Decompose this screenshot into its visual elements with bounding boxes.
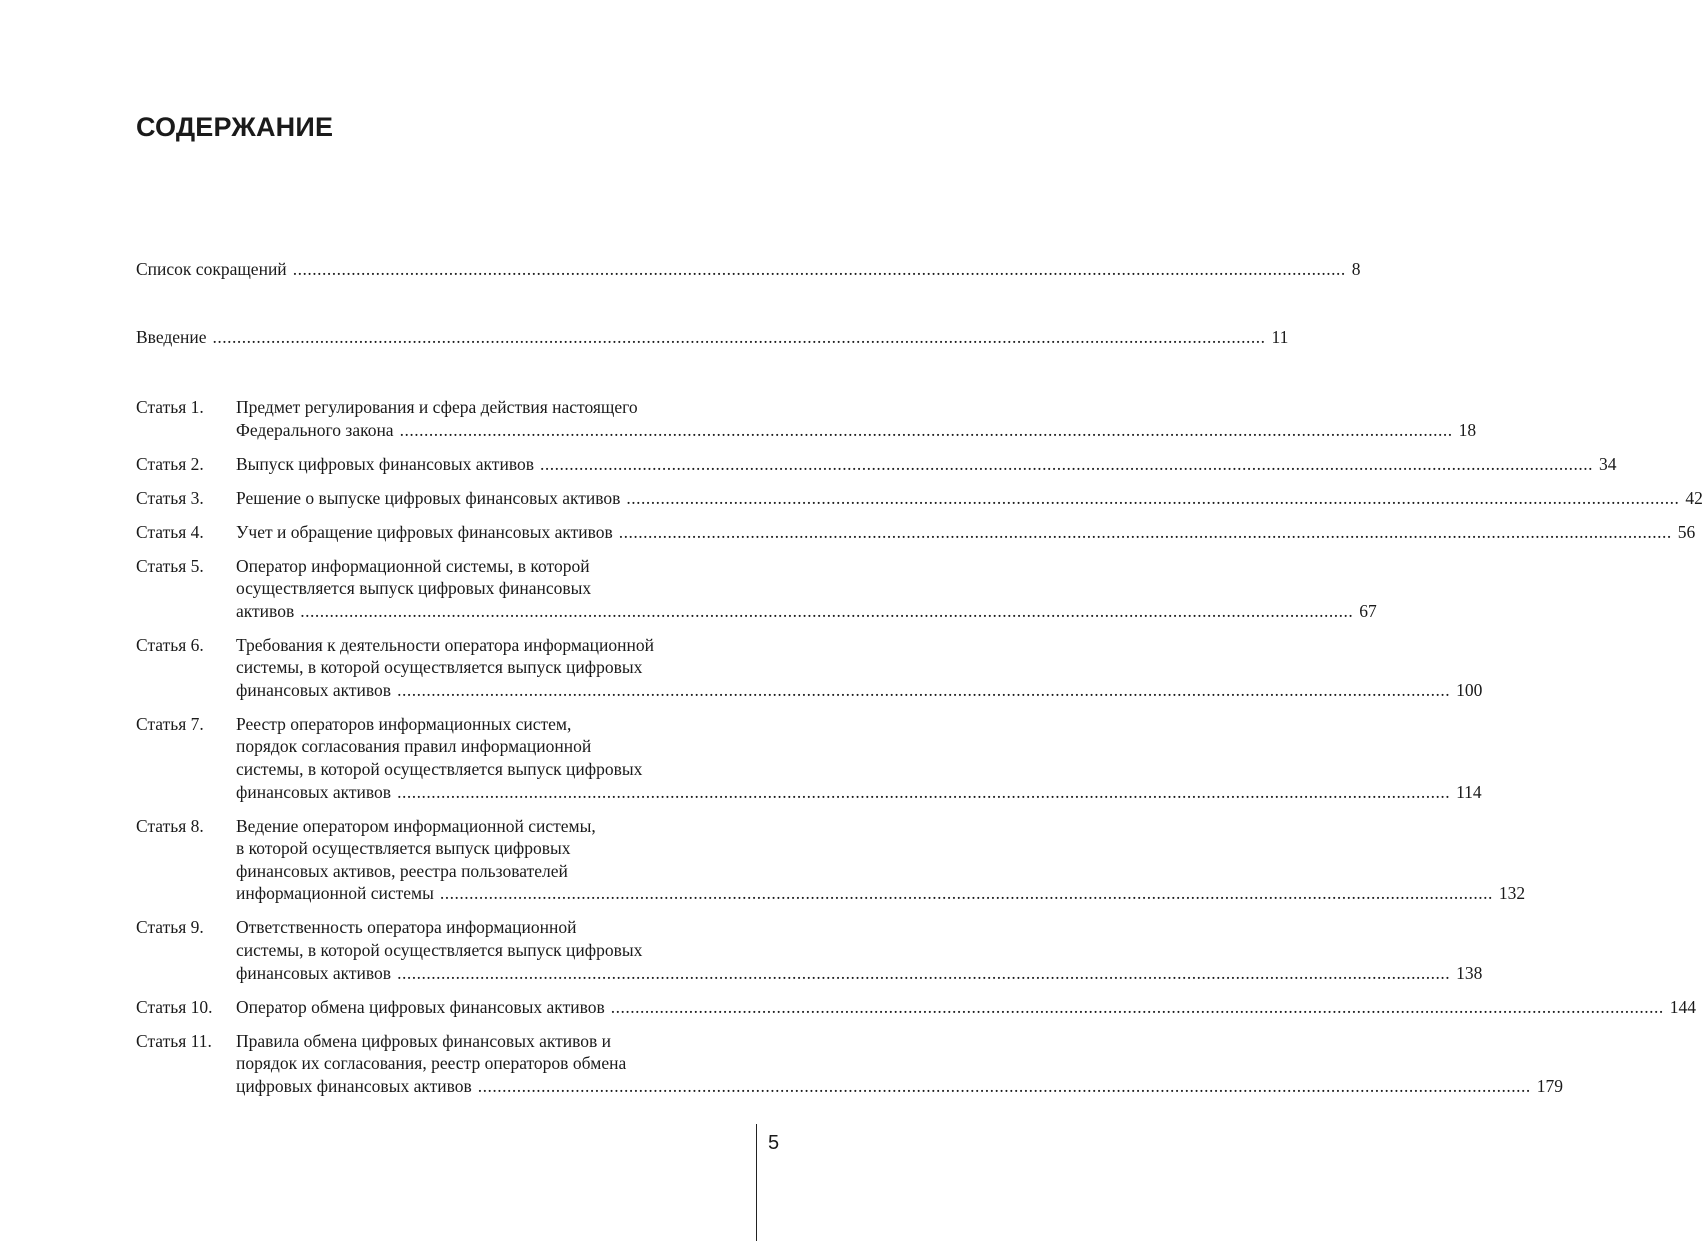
dot-leader	[397, 962, 1450, 985]
toc-entry-article-6[interactable]	[136, 634, 1483, 702]
dot-leader	[293, 258, 1346, 281]
toc-entry-title: Список сокращений	[136, 259, 287, 279]
article-title-line: финансовых активов	[236, 781, 392, 802]
article-title-line: Требования к деятельности оператора информационной	[236, 634, 654, 655]
dot-leader	[478, 1075, 1531, 1098]
article-title	[236, 916, 1482, 984]
article-label: Статья 3.	[136, 487, 204, 508]
toc-page-number: 114	[1456, 781, 1482, 802]
article-title-line: финансовых активов	[236, 679, 392, 700]
article-title-line: финансовых активов	[236, 962, 392, 983]
article-title-line: информационной системы	[236, 883, 434, 904]
article-title-line: Ведение оператором информационной системы,	[236, 815, 596, 836]
article-label: Статья 11.	[136, 1030, 212, 1051]
dot-leader	[300, 600, 1353, 623]
page-title: СОДЕРЖАНИЕ	[136, 112, 334, 142]
toc-page-number: 18	[1458, 419, 1477, 440]
article-title-line: Оператор информационной системы, в которой	[236, 555, 590, 576]
toc-page-number: 11	[1271, 327, 1289, 347]
article-title-line: Оператор обмена цифровых финансовых активов	[236, 996, 605, 1017]
article-title-line: Выпуск цифровых финансовых активов	[236, 453, 534, 474]
toc-entry-article-4[interactable]	[136, 521, 1696, 544]
article-title-line: порядок согласования правил информационной	[236, 736, 592, 757]
article-title	[236, 521, 1695, 544]
dot-leader	[440, 882, 1493, 905]
toc-page-number: 67	[1359, 600, 1377, 621]
page-number: 5	[768, 1132, 780, 1154]
dot-leader	[611, 996, 1664, 1019]
article-label: Статья 10.	[136, 996, 213, 1017]
article-title	[236, 815, 1525, 905]
toc-entry-title: Введение	[136, 327, 207, 347]
toc-entry-introduction[interactable]	[136, 326, 1289, 349]
article-label: Статья 5.	[136, 555, 204, 576]
dot-leader	[400, 419, 1453, 442]
article-title	[236, 487, 1703, 510]
toc-page-number: 56	[1677, 521, 1696, 542]
article-title	[236, 713, 1482, 803]
toc-entry-article-3[interactable]	[136, 487, 1703, 510]
toc-entry-article-9[interactable]	[136, 916, 1483, 984]
article-title-line: порядок их согласования, реестр операторов обмена	[236, 1053, 627, 1074]
toc-entry-article-1[interactable]	[136, 396, 1477, 441]
article-title	[236, 634, 1482, 702]
article-title-line: Реестр операторов информационных систем,	[236, 713, 572, 734]
toc-entry-article-2[interactable]	[136, 453, 1617, 476]
toc-entry-article-10[interactable]	[136, 996, 1696, 1019]
page-margin-rule	[756, 1124, 757, 1241]
toc-page-number: 34	[1598, 453, 1617, 474]
toc-page-number: 138	[1456, 962, 1483, 983]
toc-entry-article-8[interactable]	[136, 815, 1526, 905]
article-label: Статья 4.	[136, 521, 204, 542]
toc-page-number: 42	[1685, 487, 1703, 508]
article-title-line: Учет и обращение цифровых финансовых активов	[236, 521, 613, 542]
toc-entry-article-7[interactable]	[136, 713, 1482, 803]
dot-leader	[540, 453, 1593, 476]
article-title	[236, 396, 1476, 441]
toc-page-number: 144	[1669, 996, 1696, 1017]
toc-page-number: 132	[1498, 883, 1526, 904]
article-title-line: Правила обмена цифровых финансовых активов и	[236, 1030, 612, 1051]
article-title-line: системы, в которой осуществляется выпуск цифровых	[236, 759, 643, 780]
article-title-line: финансовых активов, реестра пользователей	[236, 860, 568, 881]
article-title-line: активов	[236, 600, 295, 621]
article-title	[236, 1030, 1563, 1098]
article-title-line: цифровых финансовых активов	[236, 1075, 472, 1096]
dot-leader	[397, 679, 1450, 702]
toc-page-number: 179	[1536, 1075, 1564, 1096]
article-label: Статья 9.	[136, 917, 204, 938]
article-label: Статья 1.	[136, 397, 204, 417]
dot-leader	[619, 521, 1672, 544]
article-title	[236, 453, 1616, 476]
article-label: Статья 8.	[136, 815, 204, 836]
article-label: Статья 7.	[136, 713, 204, 734]
article-title-line: системы, в которой осуществляется выпуск цифровых	[236, 657, 643, 678]
dot-leader	[397, 781, 1450, 804]
article-label: Статья 2.	[136, 453, 204, 474]
article-title-line: системы, в которой осуществляется выпуск цифровых	[236, 940, 643, 960]
toc-entry-article-11[interactable]	[136, 1030, 1564, 1098]
article-title-line: Ответственность оператора информационной	[236, 917, 577, 938]
toc-entry-abbreviations[interactable]	[136, 258, 1361, 281]
article-title	[236, 996, 1696, 1019]
toc-articles-list	[136, 396, 1703, 1109]
toc-page-number: 8	[1351, 259, 1361, 279]
dot-leader	[626, 487, 1679, 510]
article-title-line: Предмет регулирования и сфера действия настоящего	[236, 397, 638, 417]
article-title-line: осуществляется выпуск цифровых финансовых	[236, 578, 592, 599]
toc-page-number: 100	[1456, 679, 1483, 700]
article-title-line: Федерального закона	[236, 419, 394, 440]
toc-entry-article-5[interactable]	[136, 555, 1377, 623]
article-title-line: Решение о выпуске цифровых финансовых активов	[236, 487, 621, 508]
dot-leader	[213, 326, 1266, 349]
article-title-line: в которой осуществляется выпуск цифровых	[236, 838, 571, 859]
article-title	[236, 555, 1377, 623]
article-label: Статья 6.	[136, 634, 204, 655]
